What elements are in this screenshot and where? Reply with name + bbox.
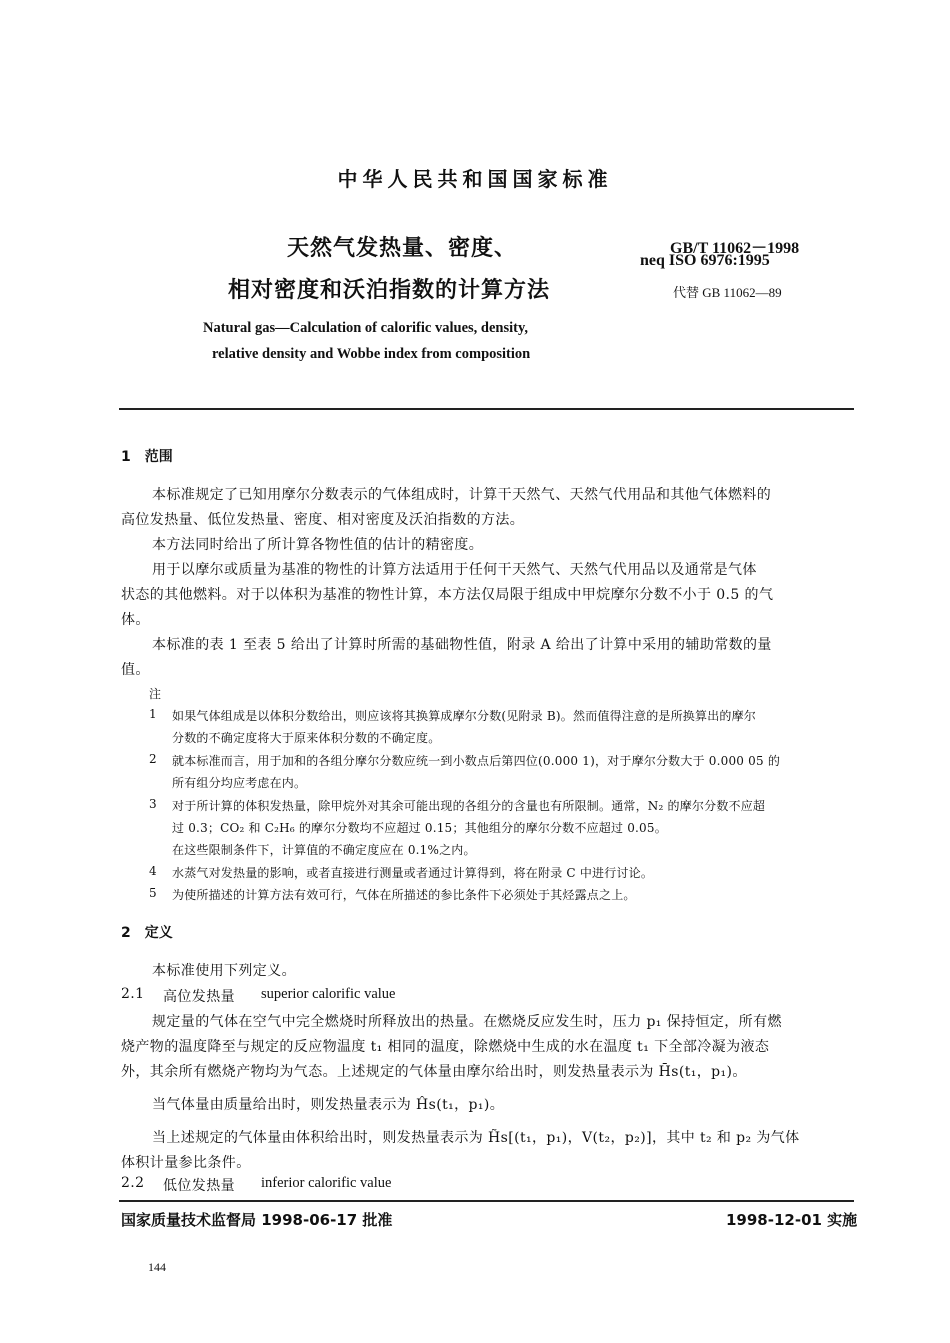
section-1-paragraph-1-line-2: 高位发热量、低位发热量、密度、相对密度及沃泊指数的方法。 [121,512,525,528]
note-3-number: 3 [149,797,157,811]
english-title-line-2: relative density and Wobbe index from composition [212,346,531,362]
section-2-1-english-term: superior calorific value [261,986,396,1002]
section-1-paragraph-3-line-1: 用于以摩尔或质量为基准的物性的计算方法适用于任何干天然气、天然气代用品以及通常是气体 [152,562,757,578]
section-2-1-number: 2.1 [121,986,145,1002]
note-1-line-1: 如果气体组成是以体积分数给出，则应该将其换算成摩尔分数(见附录 B)。然而值得注意的是所换算出的摩尔 [172,709,757,723]
section-1-paragraph-3-line-3: 体。 [121,612,150,628]
section-2-intro: 本标准使用下列定义。 [152,963,296,979]
standard-number: GB/T 11062－1998 [670,240,800,257]
note-3-line-1: 对于所计算的体积发热量，除甲烷外对其余可能出现的各组分的含量也有所限制。通常，N₂ 的摩尔分数不应超 [172,799,766,813]
section-1-paragraph-2: 本方法同时给出了所计算各物性值的估计的精密度。 [152,537,484,553]
section-2-1-paragraph-1-line-2: 烧产物的温度降至与规定的反应物温度 t₁ 相同的温度，除燃烧中生成的水在温度 t₁ 下全部冷凝为液态 [121,1039,770,1055]
section-2-2-english-term: inferior calorific value [261,1175,392,1191]
section-2-2-number: 2.2 [121,1175,145,1191]
section-1-paragraph-4-line-2: 值。 [121,662,150,678]
note-5-line-1: 为使所描述的计算方法有效可行，气体在所描述的参比条件下必须处于其烃露点之上。 [172,888,636,902]
section-2-heading: 2 定义 [121,925,173,941]
title-line-2: 相对密度和沃泊指数的计算方法 [228,278,551,303]
note-5-number: 5 [149,886,157,900]
implementation-date: 1998-12-01 实施 [726,1211,858,1229]
note-4-number: 4 [149,864,157,878]
note-2-line-2: 所有组分均应考虑在内。 [172,776,307,790]
english-title-line-1: Natural gas—Calculation of calorific values, density, [203,320,529,336]
note-2-number: 2 [149,752,157,766]
section-1-paragraph-4-line-1: 本标准的表 1 至表 5 给出了计算时所需的基础物性值，附录 A 给出了计算中采用的辅助常数的量 [152,637,772,653]
approval-date: 国家质量技术监督局 1998-06-17 批准 [121,1211,393,1229]
note-1-line-2: 分数的不确定度将大于原来体积分数的不确定度。 [172,731,441,745]
section-2-1-paragraph-3-line-2: 体积计量参比条件。 [121,1155,251,1171]
section-2-1-paragraph-2: 当气体量由质量给出时，则发热量表示为 Ĥs(t₁，p₁)。 [152,1097,505,1113]
note-1-number: 1 [149,707,157,721]
section-1-paragraph-3-line-2: 状态的其他燃料。对于以体积为基准的物性计算，本方法仅局限于组成中甲烷摩尔分数不小于 0.5 的气 [121,587,774,603]
section-2-1-paragraph-1-line-3: 外，其余所有燃烧产物均为气态。上述规定的气体量由摩尔给出时，则发热量表示为 H̄s(t₁，p₁)。 [121,1064,747,1080]
section-1-heading: 1 范围 [121,449,173,465]
section-2-1-paragraph-3-line-1: 当上述规定的气体量由体积给出时，则发热量表示为 H̃s[(t₁，p₁)，V(t₂，p₂)]，其中 t₂ 和 p₂ 为气体 [152,1130,800,1146]
footer-rule [119,1200,854,1202]
national-standard-header: 中华人民共和国国家标准 [337,167,613,191]
note-3-line-3: 在这些限制条件下，计算值的不确定度应在 0.1%之内。 [172,843,476,857]
section-2-1-chinese-term: 高位发热量 [163,989,235,1005]
title-line-1: 天然气发热量、密度、 [287,236,518,261]
note-3-line-2: 过 0.3；CO₂ 和 C₂H₆ 的摩尔分数均不应超过 0.15；其他组分的摩尔分数不应超过 0.05。 [172,821,667,835]
notes-label: 注 [149,687,162,701]
page-number: 144 [148,1260,166,1274]
standard-neq: neq ISO 6976:1995 [640,252,770,269]
note-2-line-1: 就本标准而言，用于加和的各组分摩尔分数应统一到小数点后第四位(0.000 1)，对于摩尔分数大于 0.000 05 的 [172,754,781,768]
section-2-1-paragraph-1-line-1: 规定量的气体在空气中完全燃烧时所释放出的热量。在燃烧反应发生时，压力 p₁ 保持恒定，所有燃 [152,1014,782,1030]
top-rule [119,408,854,410]
note-4-line-1: 水蒸气对发热量的影响，或者直接进行测量或者通过计算得到，将在附录 C 中进行讨论。 [172,866,654,880]
section-2-2-chinese-term: 低位发热量 [163,1178,235,1194]
section-1-paragraph-1-line-1: 本标准规定了已知用摩尔分数表示的气体组成时，计算干天然气、天然气代用品和其他气体燃料的 [152,487,772,503]
standard-replaces: 代替 GB 11062—89 [673,285,782,300]
